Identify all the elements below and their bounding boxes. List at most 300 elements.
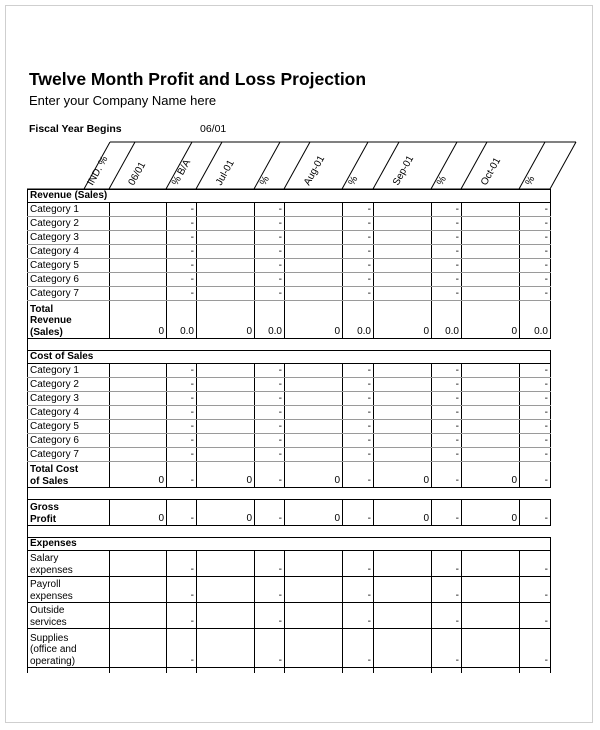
table-cell[interactable]: - [167,273,197,287]
section-title: Revenue (Sales) [28,190,551,203]
table-cell[interactable]: - [167,603,197,629]
table-cell[interactable]: 0.0 [432,301,462,339]
table-cell[interactable] [285,259,343,273]
table-cell[interactable] [285,434,343,448]
table-cell[interactable] [110,217,167,231]
row-label: Category 1 [28,364,85,378]
fiscal-year-label: Fiscal Year Begins [29,123,122,135]
table-cell[interactable]: 0.0 [167,301,197,339]
table-cell[interactable] [462,551,520,577]
table-cell[interactable] [110,273,167,287]
table-cell[interactable]: - [343,577,374,603]
gross-profit-row [28,500,551,526]
expense-row [28,551,551,577]
table-cell[interactable]: - [343,378,374,392]
table-cell[interactable]: - [520,287,551,301]
column-header: Oct-01 [479,155,504,188]
table-cell[interactable] [462,364,520,378]
table-cell[interactable] [197,203,255,217]
table-cell[interactable] [110,259,167,273]
table-cell[interactable]: - [255,378,285,392]
table-cell[interactable] [85,406,110,420]
table-cell[interactable] [110,406,167,420]
section-header-expenses [28,538,551,551]
table-cell[interactable]: - [255,448,285,462]
table-cell[interactable]: 0 [197,500,255,526]
table-cell[interactable] [374,551,432,577]
table-cell[interactable]: 0 [197,301,255,339]
table-cell[interactable]: - [255,392,285,406]
column-header: % [435,174,449,188]
table-cell[interactable] [462,603,520,629]
table-cell[interactable]: - [255,462,285,488]
table-cell[interactable] [374,378,432,392]
table-cell[interactable] [197,577,255,603]
table-cell[interactable]: - [255,203,285,217]
company-name-field[interactable]: Enter your Company Name here [29,93,217,108]
table-cell[interactable] [110,420,167,434]
table-cell[interactable]: - [520,406,551,420]
total-revenue-row [28,301,551,339]
table-cell[interactable]: - [432,273,462,287]
table-cell[interactable]: - [520,364,551,378]
table-cell[interactable] [197,603,255,629]
table-cell[interactable] [374,231,432,245]
section-title: Expenses [28,538,551,551]
table-cell[interactable]: - [432,551,462,577]
table-cell[interactable] [197,392,255,406]
table-cell[interactable] [285,364,343,378]
table-cell[interactable] [197,273,255,287]
table-cell[interactable] [110,231,167,245]
table-cell[interactable]: - [167,259,197,273]
table-cell[interactable]: - [167,392,197,406]
section-title: Cost of Sales [28,351,551,364]
table-cell[interactable]: - [520,378,551,392]
table-cell[interactable]: - [520,629,551,668]
table-cell[interactable] [85,378,110,392]
table-cell[interactable] [374,420,432,434]
table-cell[interactable]: - [432,500,462,526]
table-cell[interactable]: - [255,231,285,245]
table-cell[interactable]: - [255,217,285,231]
table-cell[interactable]: - [343,420,374,434]
table-cell[interactable]: - [167,231,197,245]
table-cell[interactable] [197,231,255,245]
column-header: % [523,174,538,188]
row-label: Supplies (office and operating) [28,629,85,668]
table-cell[interactable]: - [255,629,285,668]
table-cell[interactable]: 0 [462,500,520,526]
table-cell[interactable] [462,217,520,231]
table-cell[interactable]: - [432,217,462,231]
table-cell[interactable]: - [432,629,462,668]
table-cell[interactable] [285,448,343,462]
column-header: Jul-01 [214,158,237,188]
table-cell[interactable] [85,629,110,668]
table-cell[interactable] [285,245,343,259]
table-cell[interactable]: - [520,392,551,406]
column-header: IND. % [85,154,111,188]
column-header: % [258,174,272,188]
revenue-row [28,217,551,231]
table-cell[interactable] [374,406,432,420]
table-cell[interactable]: - [432,420,462,434]
table-cell[interactable] [285,287,343,301]
table-cell[interactable] [85,392,110,406]
table-cell[interactable] [85,577,110,603]
column-header: % B/A [170,157,194,188]
table-cell[interactable]: - [343,273,374,287]
table-cell[interactable]: - [520,259,551,273]
revenue-row [28,231,551,245]
header-divider [550,142,576,189]
row-label: Category 5 [28,420,85,434]
table-cell[interactable]: - [432,392,462,406]
row-label: Gross Profit [28,500,85,526]
row-label: Salary expenses [28,551,85,577]
row-label: Category 6 [28,273,85,287]
table-cell[interactable] [197,434,255,448]
table-cell[interactable] [374,577,432,603]
cost-row [28,392,551,406]
table-cell[interactable] [462,287,520,301]
table-cell[interactable] [197,378,255,392]
expense-row [28,629,551,668]
table-cell[interactable] [197,420,255,434]
table-cell[interactable] [374,245,432,259]
column-header-band [0,0,600,200]
revenue-row [28,203,551,217]
table-cell[interactable]: - [255,551,285,577]
table-cell[interactable]: - [343,629,374,668]
spacer-row [28,339,551,351]
table-cell[interactable] [197,245,255,259]
table-cell[interactable] [110,392,167,406]
table-cell[interactable]: 0.0 [520,301,551,339]
table-cell[interactable] [85,551,110,577]
row-label: Category 7 [28,448,85,462]
table-cell[interactable]: - [167,434,197,448]
table-cell[interactable] [197,259,255,273]
table-cell[interactable] [374,203,432,217]
table-cell[interactable]: - [343,245,374,259]
revenue-row [28,287,551,301]
table-cell[interactable]: - [432,406,462,420]
table-cell[interactable]: - [520,551,551,577]
table-cell[interactable] [462,434,520,448]
table-cell[interactable] [197,217,255,231]
row-label: Category 2 [28,217,85,231]
table-cell[interactable] [85,603,110,629]
table-cell[interactable] [85,462,110,488]
table-cell[interactable] [285,203,343,217]
table-cell[interactable]: - [167,364,197,378]
table-cell[interactable] [462,406,520,420]
table-cell[interactable]: - [343,603,374,629]
table-cell[interactable]: 0 [374,301,432,339]
table-cell[interactable]: - [343,448,374,462]
fiscal-year-value[interactable]: 06/01 [200,123,227,135]
table-cell[interactable] [462,629,520,668]
table-cell[interactable]: 0 [374,500,432,526]
spacer-row [28,488,551,500]
table-cell[interactable]: - [520,500,551,526]
table-cell[interactable] [110,364,167,378]
table-cell[interactable]: - [343,392,374,406]
table-cell[interactable]: 0 [374,462,432,488]
column-header: Sep-01 [391,153,417,188]
table-cell[interactable]: - [520,217,551,231]
table-cell[interactable] [374,364,432,378]
table-cell[interactable] [462,577,520,603]
table-cell[interactable] [285,603,343,629]
table-cell[interactable] [285,217,343,231]
table-cell[interactable]: - [432,603,462,629]
table-cell[interactable]: - [343,434,374,448]
table-cell[interactable] [197,448,255,462]
table-cell[interactable]: - [255,364,285,378]
cost-row [28,406,551,420]
table-cell[interactable] [85,217,110,231]
table-cell[interactable]: - [167,406,197,420]
table-cell[interactable]: - [167,203,197,217]
table-cell[interactable] [462,259,520,273]
table-cell[interactable] [285,231,343,245]
table-cell[interactable] [110,203,167,217]
table-cell[interactable] [85,259,110,273]
table-cell[interactable]: 0 [462,301,520,339]
table-cell[interactable] [110,577,167,603]
section-header-cost [28,351,551,364]
table-cell[interactable]: - [432,448,462,462]
table-cell[interactable]: - [255,273,285,287]
table-cell[interactable] [285,551,343,577]
table-cell[interactable]: 0 [285,301,343,339]
row-label: Category 7 [28,287,85,301]
table-cell[interactable]: - [520,203,551,217]
table-cell[interactable]: - [255,577,285,603]
table-cell[interactable]: 0 [285,500,343,526]
table-cell[interactable] [85,273,110,287]
table-cell[interactable] [374,217,432,231]
row-label: Category 5 [28,259,85,273]
table-cell[interactable] [374,603,432,629]
table-cell[interactable]: - [255,434,285,448]
table-cell[interactable] [197,287,255,301]
table-cell[interactable]: - [167,462,197,488]
revenue-row [28,273,551,287]
revenue-row [28,245,551,259]
table-cell[interactable]: - [520,231,551,245]
table-cell[interactable]: 0 [110,462,167,488]
row-label: Outside services [28,603,85,629]
table-cell[interactable]: - [432,462,462,488]
row-label: Category 4 [28,245,85,259]
table-cell[interactable]: - [167,551,197,577]
table-cell[interactable] [110,551,167,577]
row-label: Category 3 [28,392,85,406]
table-cell[interactable] [374,273,432,287]
table-cell[interactable] [85,301,110,339]
table-cell[interactable] [285,392,343,406]
table-cell[interactable]: 0 [197,462,255,488]
table-cell[interactable]: 0.0 [255,301,285,339]
table-cell[interactable] [462,203,520,217]
table-cell[interactable]: - [343,259,374,273]
table-cell[interactable] [374,259,432,273]
section-header-revenue [28,190,551,203]
total-cost-row [28,462,551,488]
table-cell[interactable]: - [255,406,285,420]
table-cell[interactable]: - [343,203,374,217]
table-cell[interactable]: - [167,448,197,462]
table-cell[interactable]: - [432,364,462,378]
table-cell[interactable] [285,273,343,287]
table-cell[interactable]: 0 [110,500,167,526]
table-cell[interactable] [85,203,110,217]
table-cell[interactable] [85,231,110,245]
table-cell[interactable]: - [343,217,374,231]
table-cell[interactable]: - [343,500,374,526]
table-cell[interactable]: - [432,245,462,259]
profit-loss-table [27,189,551,673]
table-cell[interactable] [110,448,167,462]
table-cell[interactable] [285,629,343,668]
table-cell[interactable] [285,420,343,434]
cost-row [28,448,551,462]
table-cell[interactable] [374,448,432,462]
table-cell[interactable] [374,287,432,301]
table-cell[interactable] [110,287,167,301]
table-cell[interactable]: - [167,420,197,434]
table-cell[interactable]: - [255,500,285,526]
column-header: 06/01 [126,160,149,188]
table-cell[interactable] [462,448,520,462]
table-cell[interactable]: - [167,500,197,526]
table-cell[interactable] [197,551,255,577]
table-cell[interactable]: - [255,245,285,259]
row-label: Total Revenue (Sales) [28,301,85,339]
table-cell[interactable]: - [167,629,197,668]
row-label: Category 2 [28,378,85,392]
revenue-row [28,259,551,273]
table-cell[interactable] [110,245,167,259]
table-cell[interactable]: - [432,231,462,245]
expense-row [28,577,551,603]
column-header: Aug-01 [302,153,328,188]
table-cell[interactable]: - [520,245,551,259]
table-cell[interactable] [85,364,110,378]
table-cell[interactable] [285,406,343,420]
row-label: Category 3 [28,231,85,245]
row-label: Category 6 [28,434,85,448]
page-title: Twelve Month Profit and Loss Projection [29,69,367,89]
table-cell[interactable]: - [520,448,551,462]
table-cell[interactable]: - [520,434,551,448]
table-cell[interactable]: - [167,217,197,231]
table-cell[interactable]: - [520,420,551,434]
table-cell[interactable] [85,287,110,301]
row-label: Category 4 [28,406,85,420]
table-cell[interactable] [462,392,520,406]
table-cell[interactable] [462,273,520,287]
table-cell[interactable] [285,378,343,392]
table-cell[interactable]: - [167,378,197,392]
table-cell[interactable] [85,420,110,434]
table-cell[interactable] [110,434,167,448]
table-cell[interactable]: - [343,406,374,420]
table-cell[interactable]: - [167,287,197,301]
table-cell[interactable]: 0 [110,301,167,339]
table-cell[interactable] [85,448,110,462]
cost-row [28,378,551,392]
table-cell[interactable]: - [432,378,462,392]
table-cell[interactable] [285,577,343,603]
table-cell[interactable]: - [432,203,462,217]
table-cell[interactable] [374,434,432,448]
table-cell[interactable]: 0 [462,462,520,488]
table-cell[interactable]: - [255,259,285,273]
table-cell[interactable]: 0.0 [343,301,374,339]
table-cell[interactable]: - [520,577,551,603]
table-cell[interactable]: - [255,287,285,301]
cost-row [28,434,551,448]
table-cell[interactable] [197,406,255,420]
table-cell[interactable] [85,245,110,259]
table-cell[interactable]: - [167,577,197,603]
spacer-row [28,526,551,538]
table-cell[interactable]: 0 [285,462,343,488]
table-cell[interactable]: - [255,420,285,434]
table-cell[interactable]: - [432,259,462,273]
table-cell[interactable] [197,629,255,668]
table-cell[interactable] [85,500,110,526]
table-cell[interactable] [197,364,255,378]
table-cell[interactable]: - [343,287,374,301]
table-cell[interactable]: - [167,245,197,259]
table-cell[interactable]: - [343,551,374,577]
table-cell[interactable] [110,603,167,629]
continuation-row [28,668,551,674]
table-cell[interactable] [374,392,432,406]
cost-row [28,364,551,378]
table-cell[interactable]: - [520,603,551,629]
row-label: Total Cost of Sales [28,462,85,488]
table-cell[interactable]: - [432,577,462,603]
table-cell[interactable]: - [520,462,551,488]
table-cell[interactable]: - [255,603,285,629]
table-cell[interactable] [85,434,110,448]
column-header: % [346,174,361,188]
table-cell[interactable] [462,378,520,392]
table-cell[interactable] [110,378,167,392]
table-cell[interactable] [462,245,520,259]
table-cell[interactable]: - [432,287,462,301]
table-cell[interactable]: - [343,462,374,488]
cost-row [28,420,551,434]
table-cell[interactable] [462,420,520,434]
table-cell[interactable] [462,231,520,245]
table-cell[interactable]: - [343,231,374,245]
row-label: Category 1 [28,203,85,217]
table-cell[interactable]: - [432,434,462,448]
table-cell[interactable]: - [343,364,374,378]
table-cell[interactable] [110,629,167,668]
table-cell[interactable]: - [520,273,551,287]
table-cell[interactable] [374,629,432,668]
expense-row [28,603,551,629]
